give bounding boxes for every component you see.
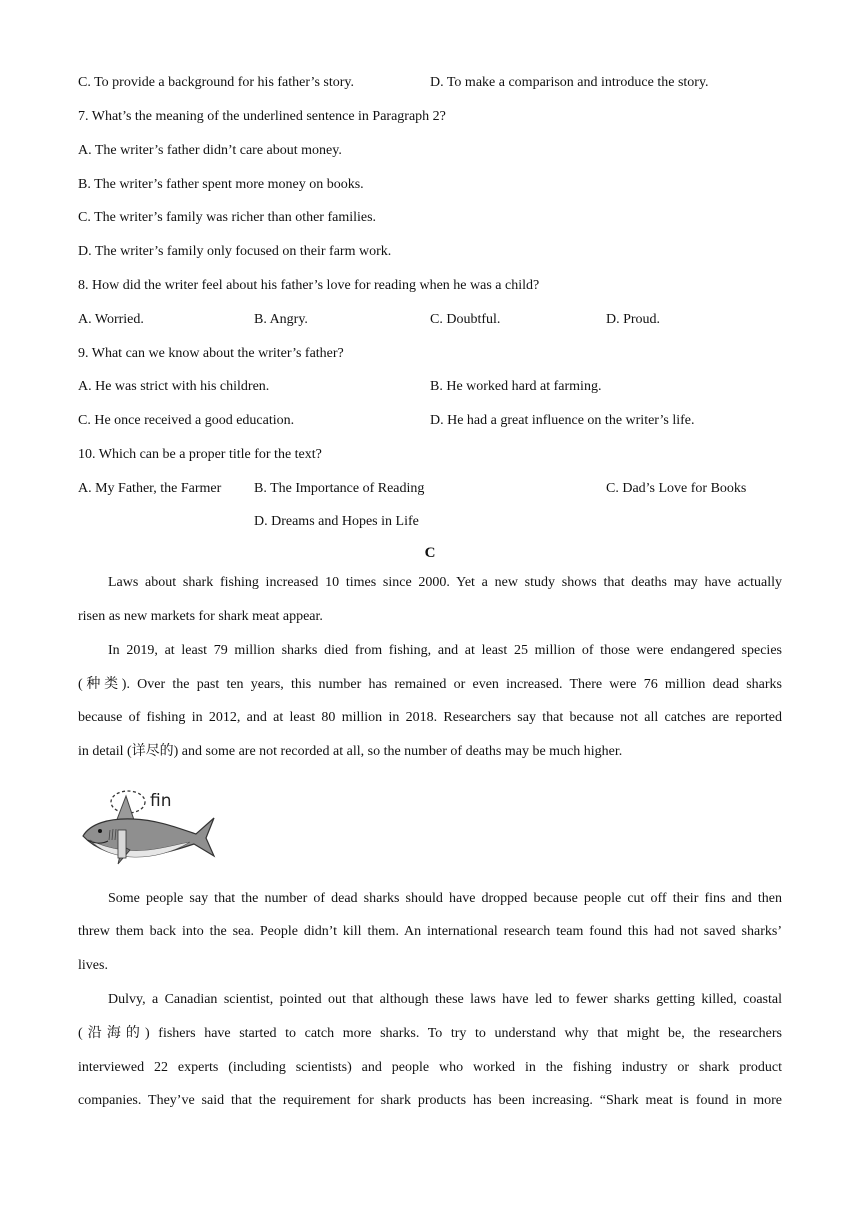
q10-option-b: B. The Importance of Reading (254, 481, 425, 496)
q8-option-b: B. Angry. (254, 312, 308, 327)
paragraph-1-line: risen as new markets for shark meat appear. (78, 609, 323, 624)
q9-option-b: B. He worked hard at farming. (430, 379, 602, 394)
q9-option-c: C. He once received a good education. (78, 413, 295, 428)
q10-option-d: D. Dreams and Hopes in Life (254, 514, 419, 529)
q7-option-b: B. The writer’s father spent more money on books. (78, 177, 364, 192)
q7-option-a: A. The writer’s father didn’t care about money. (78, 143, 342, 158)
shark-illustration (78, 786, 218, 868)
paragraph-2-line: because of fishing in 2012, and at least 80 million in 2018. Researchers say that because not all catches are reported (78, 710, 782, 725)
paragraph-3-line: lives. (78, 958, 108, 973)
paragraph-4-line: (沿海的) fishers have started to catch more sharks. To try to understand why that might be, the researchers (78, 1026, 782, 1041)
q10-option-c: C. Dad’s Love for Books (606, 481, 747, 496)
paragraph-4-line: companies. They’ve said that the requirement for shark products has been increasing. “Shark meat is found in more (78, 1093, 782, 1108)
dorsal-fin-shape (116, 796, 134, 822)
paragraph-2-line: (种类). Over the past ten years, this number has remained or even increased. There were 76 million dead sharks (78, 677, 782, 692)
q10-option-a: A. My Father, the Farmer (78, 481, 222, 496)
section-c-heading: C (424, 545, 436, 561)
q8-option-a: A. Worried. (78, 312, 144, 327)
q7-option-d: D. The writer’s family only focused on their farm work. (78, 244, 392, 259)
q8-option-d: D. Proud. (606, 312, 661, 327)
paragraph-4-line: Dulvy, a Canadian scientist, pointed out that although these laws have led to fewer sharks getting killed, coastal (108, 992, 782, 1007)
q9-option-d: D. He had a great influence on the writer’s life. (430, 413, 695, 428)
q10-stem: 10. Which can be a proper title for the text? (78, 447, 322, 462)
paragraph-1-line: Laws about shark fishing increased 10 times since 2000. Yet a new study shows that deaths may have actually (108, 575, 782, 590)
q8-stem: 8. How did the writer feel about his father’s love for reading when he was a child? (78, 278, 540, 293)
q7-option-c: C. The writer’s family was richer than other families. (78, 210, 377, 225)
cut-mark-shape (118, 830, 126, 858)
q9-option-a: A. He was strict with his children. (78, 379, 270, 394)
paragraph-2-line: in detail (详尽的) and some are not recorded at all, so the number of deaths may be much higher. (78, 744, 623, 759)
paragraph-4-line: interviewed 22 experts (including scientists) and people who worked in the fishing industry or shark product (78, 1060, 782, 1075)
q8-option-c: C. Doubtful. (430, 312, 501, 327)
q7-stem: 7. What’s the meaning of the underlined sentence in Paragraph 2? (78, 109, 446, 124)
q9-stem: 9. What can we know about the writer’s father? (78, 346, 344, 361)
shark-eye-shape (98, 829, 102, 833)
paragraph-2-line: In 2019, at least 79 million sharks died from fishing, and at least 25 million of those were endangered species (108, 643, 782, 658)
paragraph-3-line: threw them back into the sea. People didn’t kill them. An international research team found this had not saved sharks’ (78, 924, 782, 939)
paragraph-3-line: Some people say that the number of dead sharks should have dropped because people cut off their fins and then (108, 891, 782, 906)
fin-label: fin (150, 791, 172, 811)
q6-option-d: D. To make a comparison and introduce the story. (430, 75, 709, 90)
shark-fin-figure (78, 786, 218, 868)
q6-option-c: C. To provide a background for his father’s story. (78, 75, 354, 90)
